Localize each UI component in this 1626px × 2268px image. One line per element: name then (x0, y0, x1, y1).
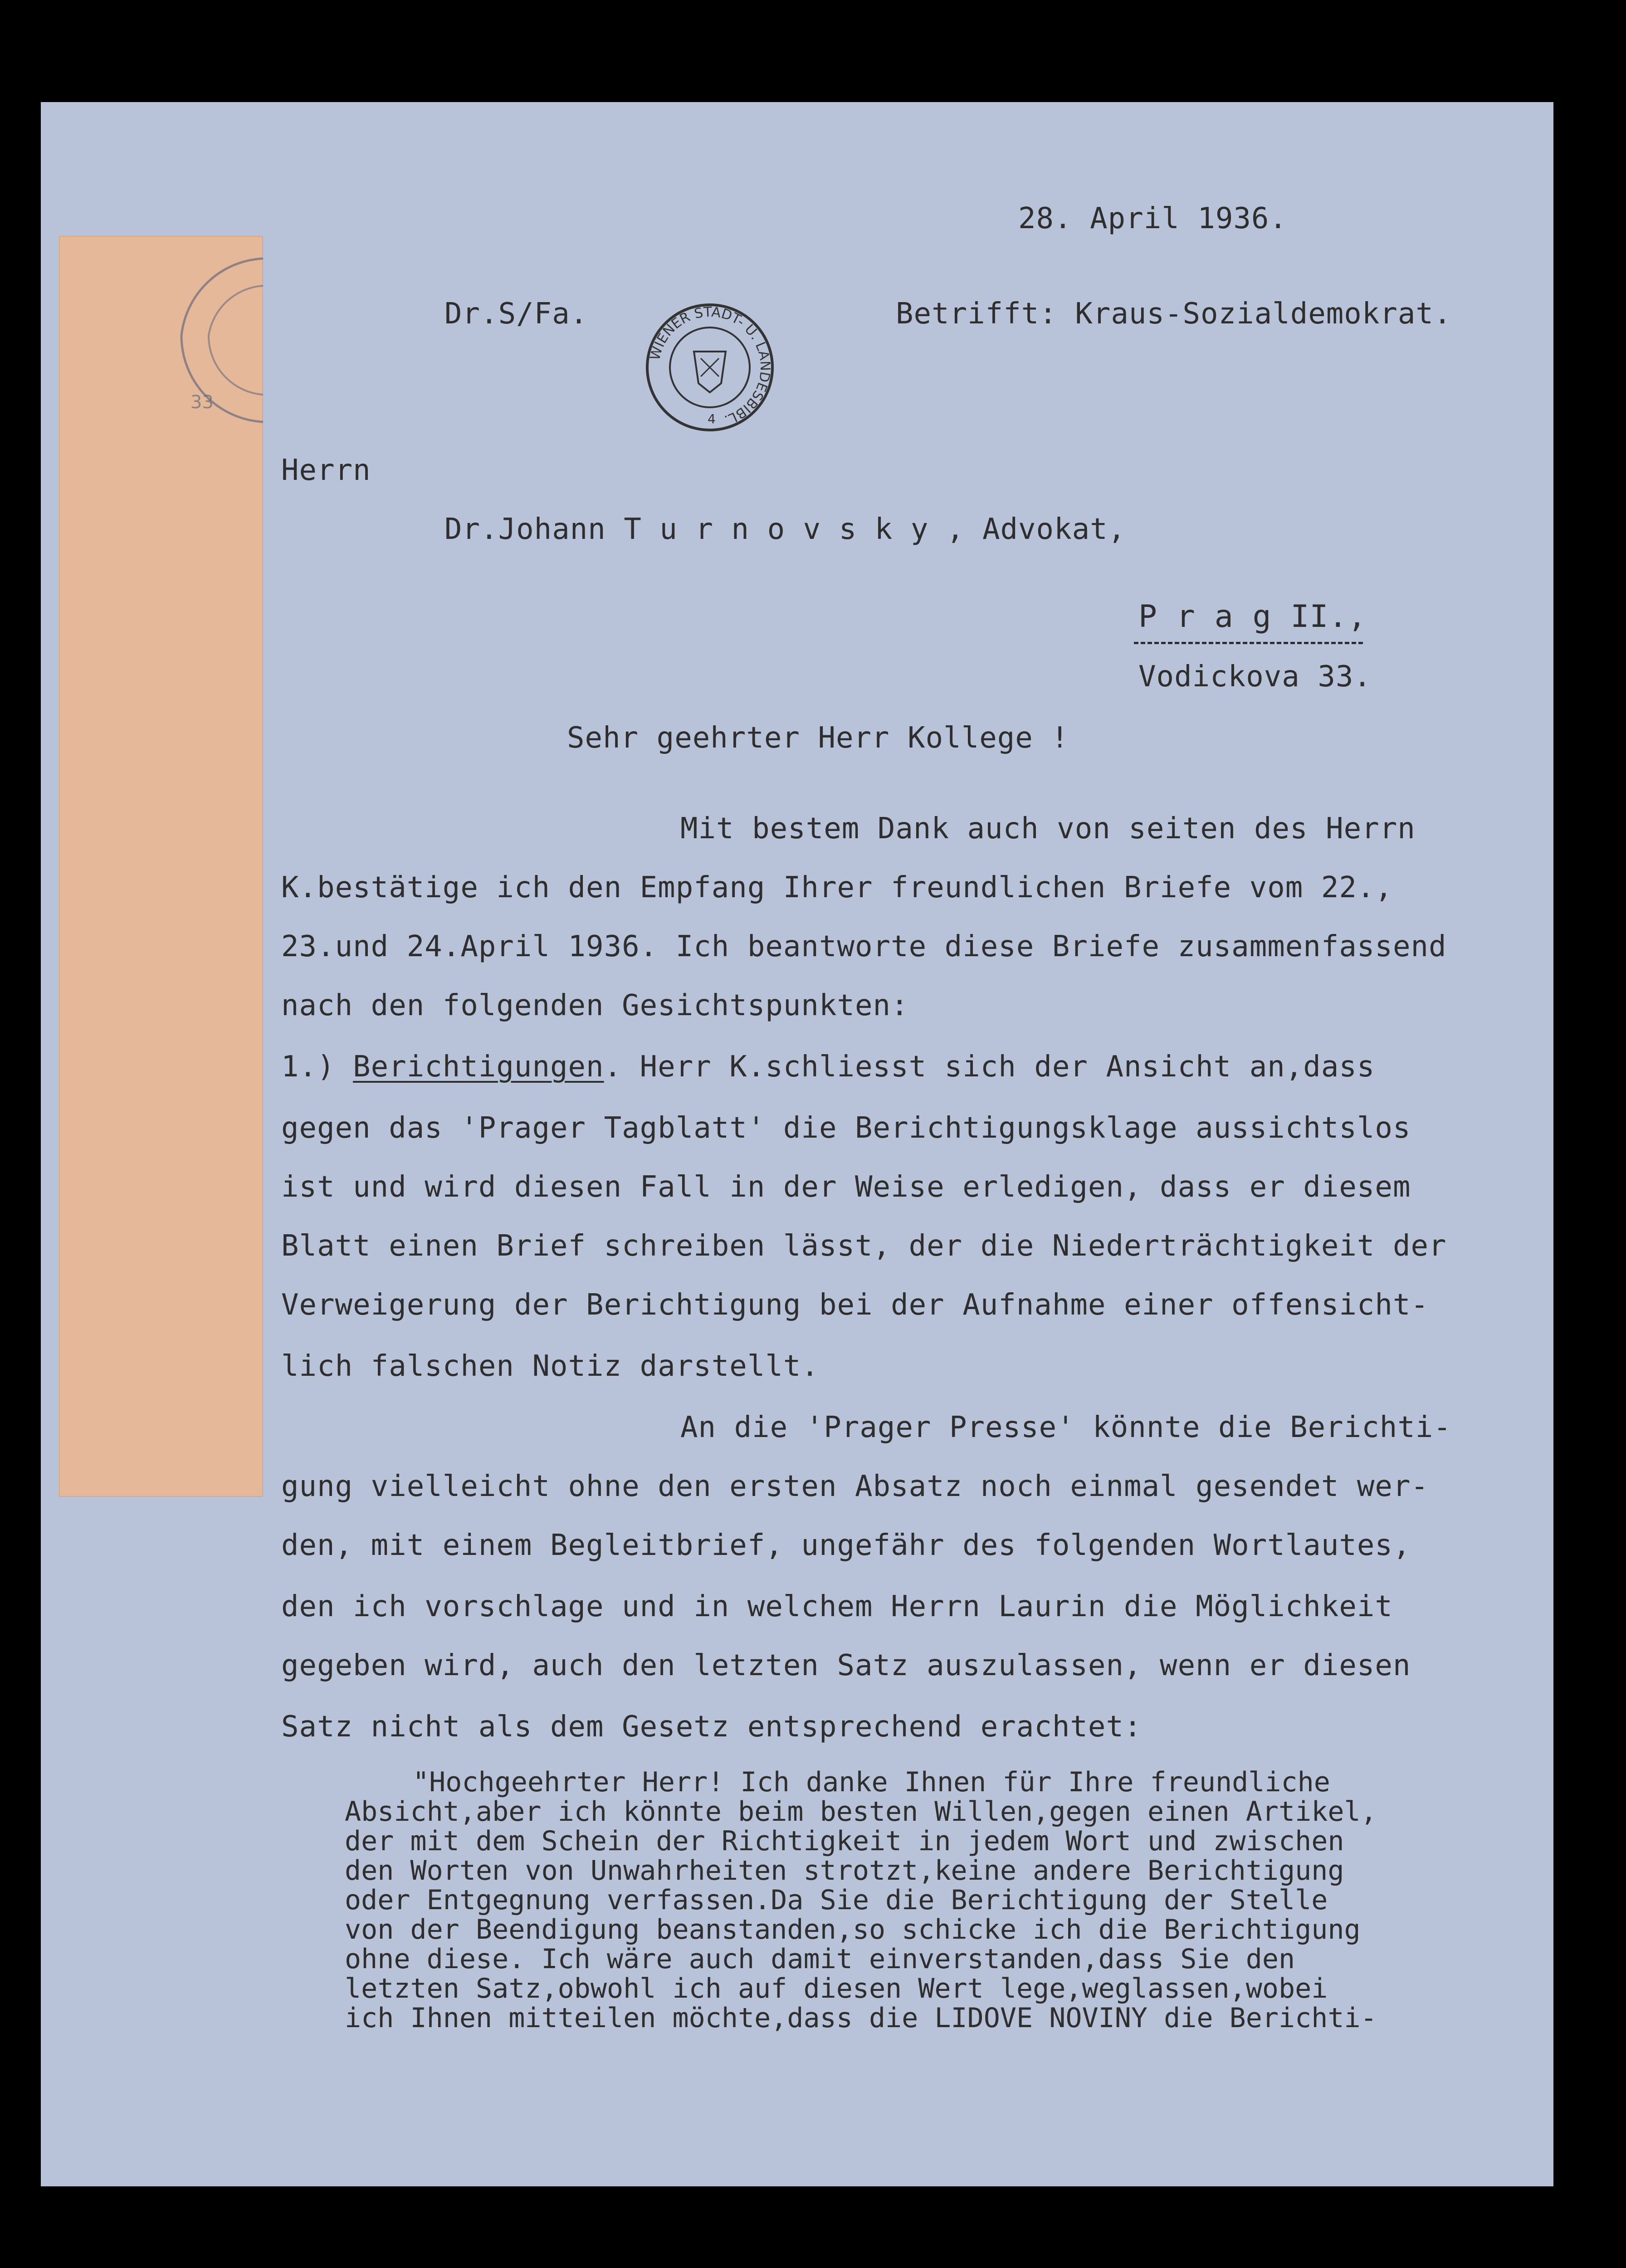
paragraph-line: gegeben wird, auch den letzten Satz auszulassen, wenn er diesen (281, 1649, 1411, 1682)
quote-line: ohne diese. Ich wäre auch damit einverstanden,dass Sie den (345, 1943, 1295, 1975)
recipient-street: Vodickova 33. (1138, 660, 1372, 694)
quote-line: von der Beendigung beanstanden,so schicke ich die Berichtigung (345, 1914, 1361, 1945)
library-stamp-icon (644, 302, 776, 433)
letter-date: 28. April 1936. (1018, 202, 1287, 235)
greeting: Sehr geehrter Herr Kollege ! (567, 721, 1069, 755)
quote-line: den Worten von Unwahrheiten strotzt,keine andere Berichtigung (345, 1855, 1344, 1887)
svg-text:WIENER STADT- U. LANDESBIBL. (647, 304, 773, 428)
reference-code: Dr.S/Fa. (444, 297, 588, 331)
paragraph-line: An die 'Prager Presse' könnte die Berichti- (680, 1411, 1451, 1444)
section-number: 1.) (281, 1050, 335, 1084)
section-heading: Berichtigungen (353, 1050, 604, 1084)
library-stamp-number: 4 (708, 411, 716, 426)
postmark-text: 33 (190, 392, 214, 413)
body-line: Mit bestem Dank auch von seiten des Herrn (680, 812, 1416, 846)
section-1-line (281, 1050, 1375, 1084)
city-underline-dashes (1134, 642, 1363, 649)
body-line: 23.und 24.April 1936. Ich beantworte diese Briefe zusammenfassend (281, 930, 1447, 963)
paragraph-line: den ich vorschlage und in welchem Herrn Laurin die Möglichkeit (281, 1590, 1393, 1623)
section-text: . Herr K.schliesst sich der Ansicht an,dass (604, 1050, 1375, 1084)
recipient-name: Dr.Johann T u r n o v s k y , Advokat, (444, 513, 1126, 546)
paragraph-line: gung vielleicht ohne den ersten Absatz noch einmal gesendet wer- (281, 1470, 1429, 1503)
body-line: nach den folgenden Gesichtspunkten: (281, 989, 909, 1022)
subject-line: Betrifft: Kraus-Sozialdemokrat. (896, 297, 1452, 331)
quote-line: letzten Satz,obwohl ich auf diesen Wert lege,weglassen,wobei (345, 1973, 1328, 2004)
quote-line: Absicht,aber ich könnte beim besten Willen,gegen einen Artikel, (345, 1796, 1377, 1828)
recipient-city: P r a g II., (1138, 599, 1367, 635)
paragraph-line: den, mit einem Begleitbrief, ungefähr des folgenden Wortlautes, (281, 1529, 1411, 1562)
section-line: Blatt einen Brief schreiben lässt, der die Niederträchtigkeit der (281, 1229, 1447, 1263)
quote-line: oder Entgegnung verfassen.Da Sie die Berichtigung der Stelle (345, 1884, 1328, 1916)
postmark-stamp-icon (154, 245, 263, 435)
quote-line: ich Ihnen mitteilen möchte,dass die LIDOVE NOVINY die Berichti- (345, 2002, 1377, 2034)
body-line: K.bestätige ich den Empfang Ihrer freundlichen Briefe vom 22., (281, 871, 1393, 904)
section-line: lich falschen Notiz darstellt. (281, 1349, 819, 1383)
address-herrn: Herrn (281, 454, 371, 487)
section-line: ist und wird diesen Fall in der Weise erledigen, dass er diesem (281, 1170, 1411, 1204)
section-line: gegen das 'Prager Tagblatt' die Berichtigungsklage aussichtslos (281, 1111, 1411, 1145)
quote-line: der mit dem Schein der Richtigkeit in jedem Wort und zwischen (345, 1825, 1344, 1857)
library-stamp-text: WIENER STADT- U. LANDESBIBL. (647, 304, 773, 428)
quote-line: "Hochgeehrter Herr! Ich danke Ihnen für Ihre freundliche (413, 1766, 1330, 1798)
paragraph-line: Satz nicht als dem Gesetz entsprechend erachtet: (281, 1710, 1142, 1744)
section-line: Verweigerung der Berichtigung bei der Aufnahme einer offensicht- (281, 1288, 1429, 1322)
